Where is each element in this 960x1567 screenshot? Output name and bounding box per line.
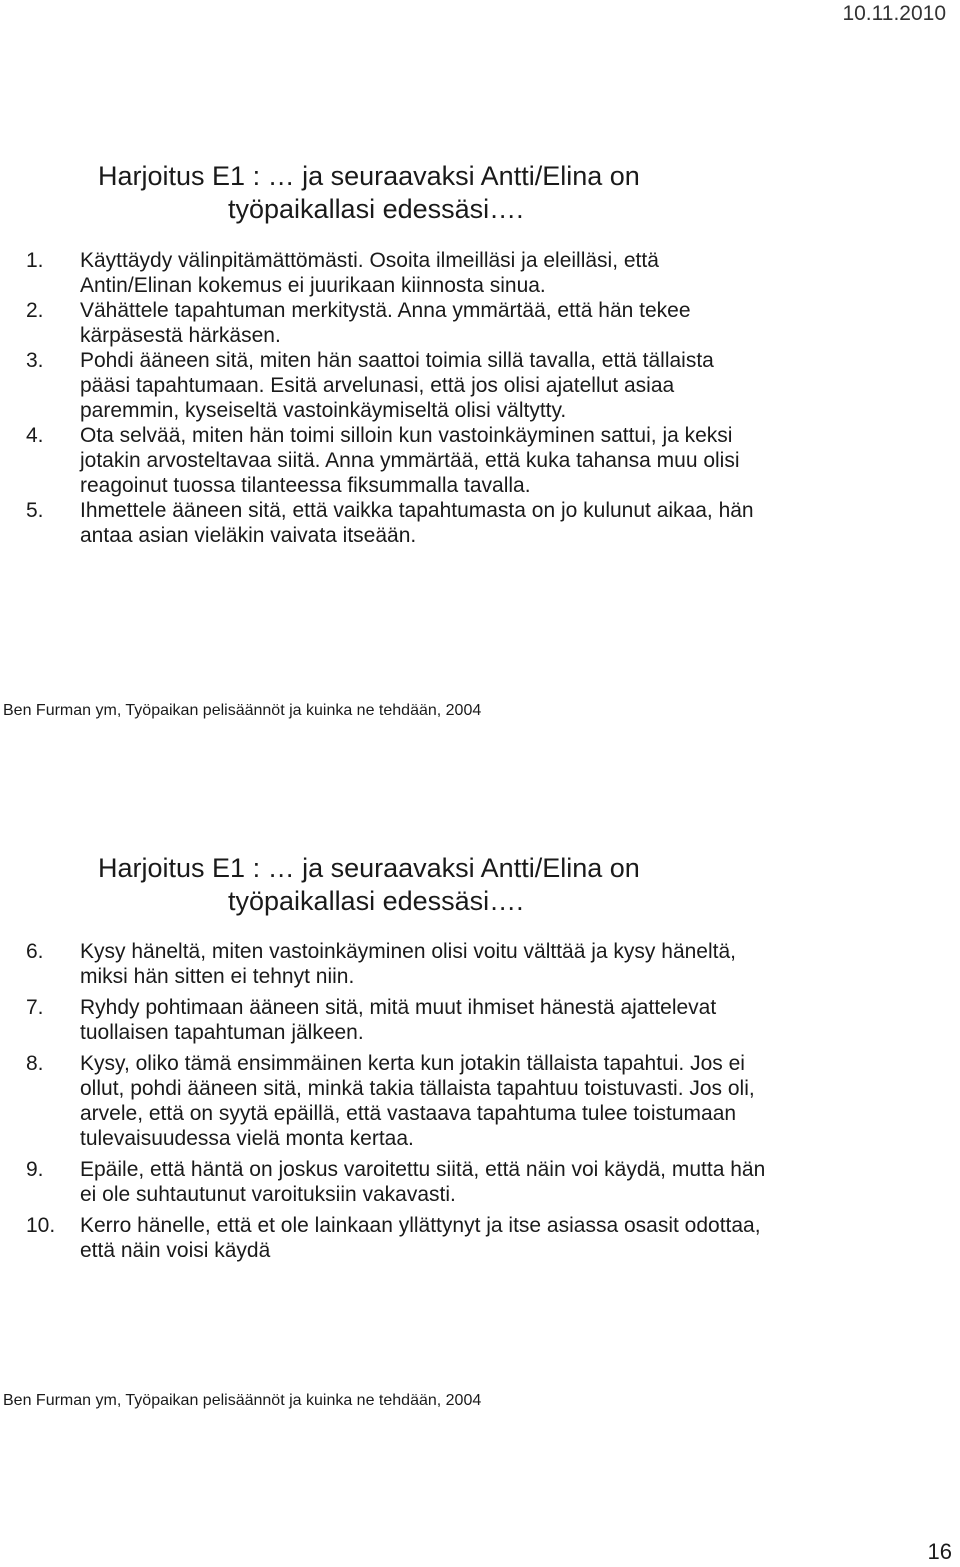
list-item-text: Ryhdy pohtimaan ääneen sitä, mitä muut ihmiset hänestä ajattelevat tuollaisen tapahtuman jälkeen.	[80, 996, 717, 1044]
list-item	[26, 498, 756, 548]
slide-2-title-line-1: Harjoitus E1 : … ja seuraavaksi Antti/Elina on	[98, 853, 640, 883]
list-item-number: 3.	[26, 349, 44, 372]
list-item-number: 6.	[26, 940, 44, 963]
list-item-number: 10.	[26, 1214, 56, 1237]
list-item-text: Käyttäydy välinpitämättömästi. Osoita ilmeilläsi ja eleilläsi, että Antin/Elinan kokemus ei juurikaan kiinnosta sinua.	[80, 249, 659, 297]
list-item-number: 5.	[26, 499, 44, 522]
list-item-text: Epäile, että häntä on joskus varoitettu siitä, että näin voi käydä, mutta hän ei ole suhtautunut varoituksiin vakavasti.	[80, 1158, 766, 1206]
slide-1-title-line-2: työpaikallasi edessäsi….	[228, 194, 524, 224]
slide-2-title-line-2: työpaikallasi edessäsi….	[228, 886, 524, 916]
list-item-text: Kysy häneltä, miten vastoinkäyminen olisi voitu välttää ja kysy häneltä, miksi hän sitten ei tehnyt niin.	[80, 940, 736, 988]
slide-1-title	[0, 160, 960, 226]
list-item	[26, 248, 756, 298]
list-item	[26, 1051, 766, 1151]
list-item	[26, 1213, 766, 1263]
slide-2	[0, 852, 960, 1269]
slide-1	[0, 160, 960, 548]
list-item-text: Kerro hänelle, että et ole lainkaan yllättynyt ja itse asiassa osasit odottaa, että näin voisi käydä	[80, 1214, 761, 1262]
list-item-number: 9.	[26, 1158, 44, 1181]
list-item-text: Vähättele tapahtuman merkitystä. Anna ymmärtää, että hän tekee kärpäsestä härkäsen.	[80, 299, 691, 347]
list-item-text: Ihmettele ääneen sitä, että vaikka tapahtumasta on jo kulunut aikaa, hän antaa asian vieläkin vaivata itseään.	[80, 499, 754, 547]
list-item	[26, 298, 756, 348]
list-item-number: 4.	[26, 424, 44, 447]
slide-2-list	[26, 939, 766, 1263]
list-item-number: 7.	[26, 996, 44, 1019]
list-item	[26, 995, 766, 1045]
page-date: 10.11.2010	[842, 2, 946, 25]
slide-2-title	[0, 852, 960, 918]
slide-1-list	[26, 248, 756, 548]
list-item-number: 8.	[26, 1052, 44, 1075]
list-item-text: Pohdi ääneen sitä, miten hän saattoi toimia sillä tavalla, että tällaista pääsi tapahtumaan. Esitä arvelunasi, että jos olisi ajatellut asiaa paremmin, kyseiseltä vastoinkäymiseltä olisi vältytty.	[80, 349, 714, 422]
page-number: 16	[927, 1539, 952, 1564]
list-item	[26, 939, 766, 989]
list-item-number: 1.	[26, 249, 44, 272]
list-item-text: Ota selvää, miten hän toimi silloin kun vastoinkäyminen sattui, ja keksi jotakin arvosteltavaa siitä. Anna ymmärtää, että kuka tahansa muu olisi reagoinut tuossa tilanteessa fiksummalla tavalla.	[80, 424, 740, 497]
slide-1-source-citation: Ben Furman ym, Työpaikan pelisäännöt ja kuinka ne tehdään, 2004	[3, 702, 482, 719]
list-item-number: 2.	[26, 299, 44, 322]
list-item	[26, 348, 756, 423]
list-item	[26, 1157, 766, 1207]
list-item-text: Kysy, oliko tämä ensimmäinen kerta kun jotakin tällaista tapahtui. Jos ei ollut, pohdi ääneen sitä, minkä takia tällaista tapahtuu toistuvasti. Jos oli, arvele, että on syytä epäillä, että vastaava tapahtuma tulee toistumaan tulevaisuudessa vielä monta kertaa.	[80, 1052, 755, 1150]
list-item	[26, 423, 756, 498]
slide-2-source-citation: Ben Furman ym, Työpaikan pelisäännöt ja kuinka ne tehdään, 2004	[3, 1392, 482, 1409]
slide-1-title-line-1: Harjoitus E1 : … ja seuraavaksi Antti/Elina on	[98, 161, 640, 191]
